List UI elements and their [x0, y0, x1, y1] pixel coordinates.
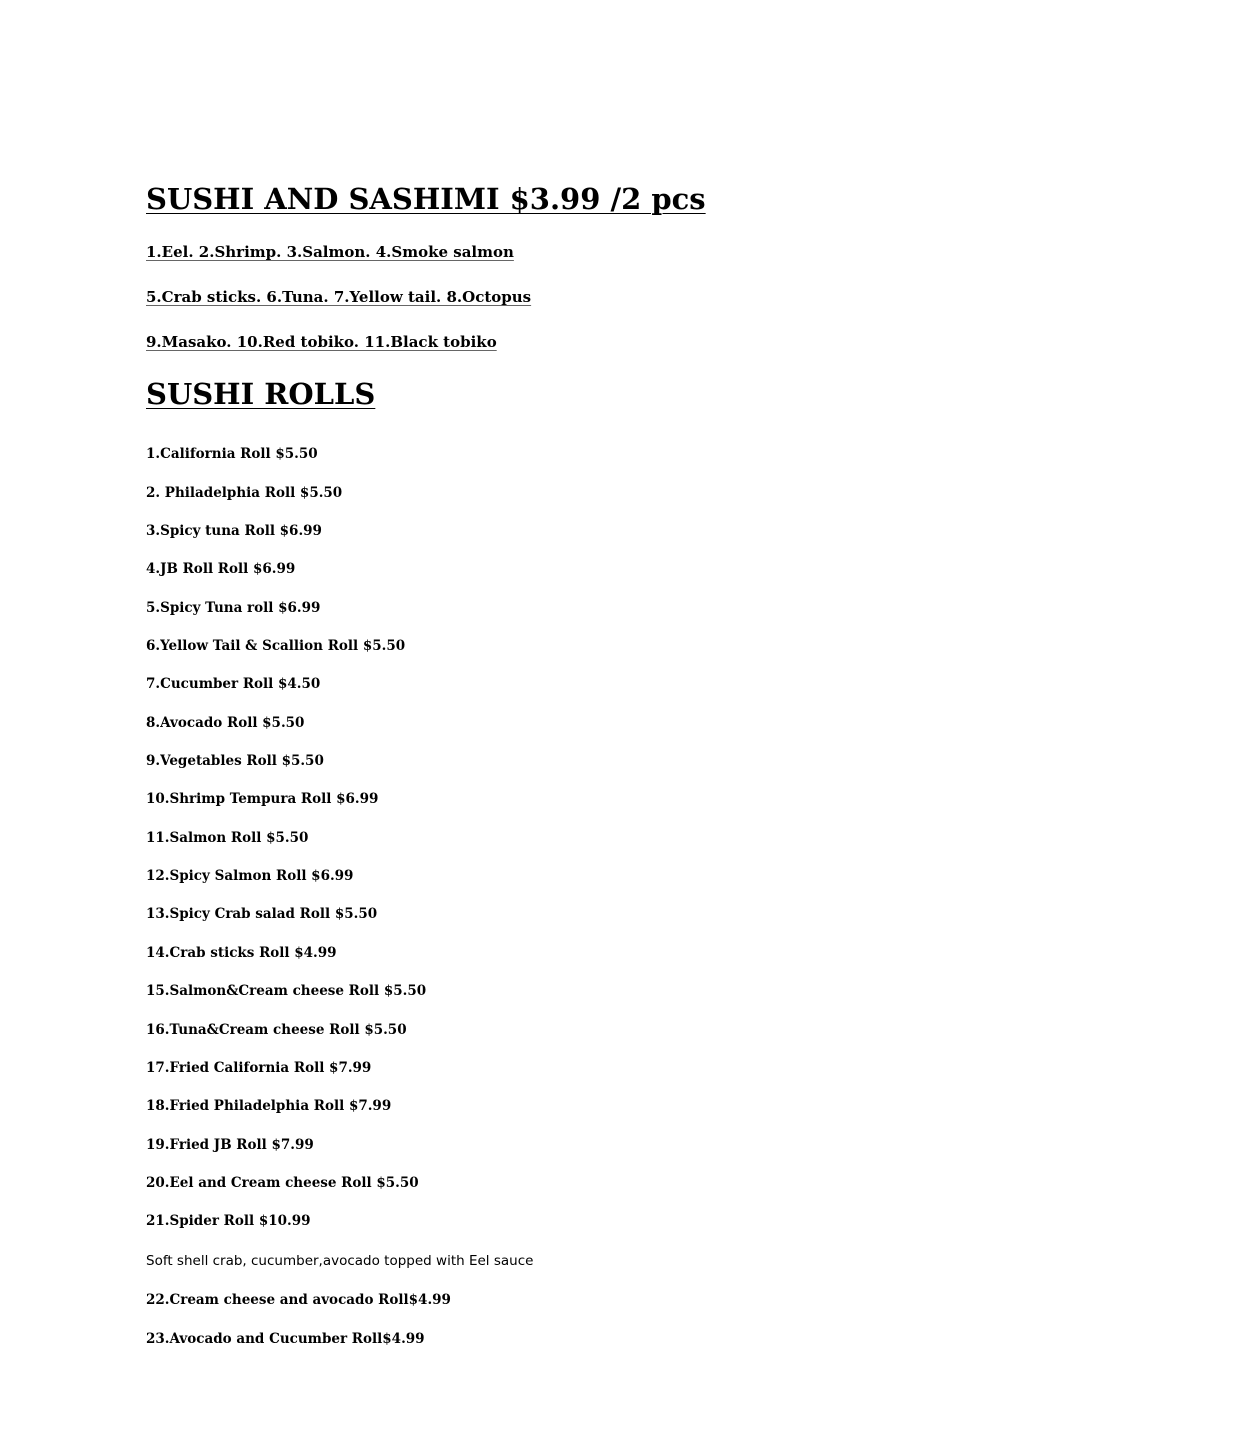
roll-item: 16.Tuna&Cream cheese Roll $5.50	[146, 1022, 407, 1038]
sashimi-line: 5.Crab sticks. 6.Tuna. 7.Yellow tail. 8.Octopus	[146, 288, 532, 306]
sushi-rolls-title: SUSHI ROLLS	[146, 377, 376, 411]
roll-item: 11.Salmon Roll $5.50	[146, 830, 309, 846]
roll-item: 3.Spicy tuna Roll $6.99	[146, 523, 322, 539]
roll-item: 2. Philadelphia Roll $5.50	[146, 485, 343, 501]
roll-item: 21.Spider Roll $10.99	[146, 1213, 311, 1229]
sashimi-line: 1.Eel. 2.Shrimp. 3.Salmon. 4.Smoke salmon	[146, 243, 514, 261]
sushi-sashimi-title: SUSHI AND SASHIMI $3.99 /2 pcs	[146, 182, 706, 216]
roll-item: 9.Vegetables Roll $5.50	[146, 753, 324, 769]
roll-item: 18.Fried Philadelphia Roll $7.99	[146, 1098, 392, 1114]
roll-item: 13.Spicy Crab salad Roll $5.50	[146, 906, 378, 922]
spider-roll-description: Soft shell crab, cucumber,avocado topped with Eel sauce	[146, 1253, 534, 1269]
roll-item: 10.Shrimp Tempura Roll $6.99	[146, 791, 379, 807]
roll-item: 12.Spicy Salmon Roll $6.99	[146, 868, 354, 884]
roll-item: 22.Cream cheese and avocado Roll$4.99	[146, 1292, 451, 1308]
roll-item: 4.JB Roll Roll $6.99	[146, 561, 296, 577]
roll-item: 20.Eel and Cream cheese Roll $5.50	[146, 1175, 419, 1191]
sashimi-line: 9.Masako. 10.Red tobiko. 11.Black tobiko	[146, 333, 497, 351]
roll-item: 5.Spicy Tuna roll $6.99	[146, 600, 321, 616]
roll-item: 6.Yellow Tail & Scallion Roll $5.50	[146, 638, 406, 654]
roll-item: 23.Avocado and Cucumber Roll$4.99	[146, 1331, 425, 1347]
roll-item: 7.Cucumber Roll $4.50	[146, 676, 321, 692]
roll-item: 19.Fried JB Roll $7.99	[146, 1137, 314, 1153]
roll-item: 1.California Roll $5.50	[146, 446, 318, 462]
roll-item: 17.Fried California Roll $7.99	[146, 1060, 372, 1076]
roll-item: 14.Crab sticks Roll $4.99	[146, 945, 337, 961]
roll-item: 8.Avocado Roll $5.50	[146, 715, 305, 731]
roll-item: 15.Salmon&Cream cheese Roll $5.50	[146, 983, 427, 999]
